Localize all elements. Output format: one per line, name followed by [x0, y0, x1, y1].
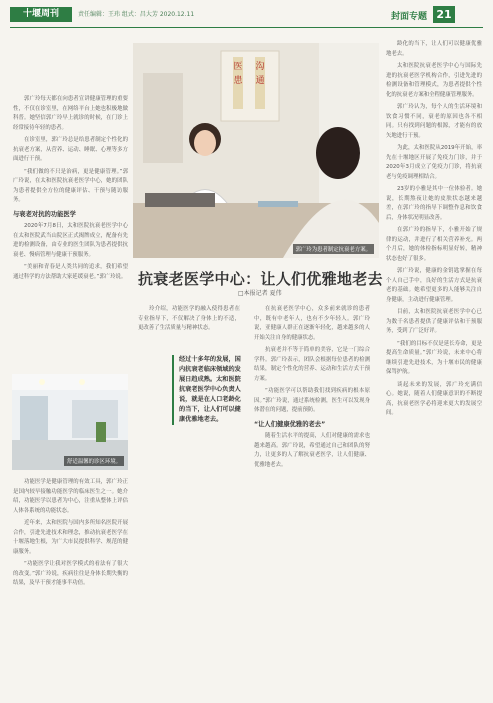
paragraph: 龄化的当下，让人们可以健康优雅地老去。 — [386, 41, 482, 57]
svg-text:患: 患 — [233, 76, 243, 86]
paragraph: 目前，太和医院抗衰老医学中心已为数千名患者提供了健康评估和干预服务，受到了广泛好评。 — [386, 309, 482, 334]
subheading: 与衰老对抗的功能医学 — [13, 210, 76, 218]
middle-column-left — [138, 305, 240, 337]
right-column — [386, 40, 482, 422]
publication-logo: 十堰周刊 — [10, 7, 72, 22]
subheading: “让人们健康优雅的老去” — [254, 420, 326, 428]
consultation-illustration — [133, 43, 379, 258]
editor-line: 责任编辑：王玮 组式：昌大芳 2020.12.11 — [78, 11, 195, 18]
page-number: 21 — [433, 6, 455, 23]
clinic-environment-photo — [12, 374, 128, 470]
left-photo-caption: 舒适温馨的诊区环境。 — [64, 456, 124, 466]
paragraph: 近年来，太和医院与国内多所知名医院开展合作，引进先进技术和理念，推动抗衰老医学在十堰落地生根，为广大市民提供科学、规范的健康服务。 — [13, 520, 128, 555]
paragraph: 郭广玲认为，每个人的生活环境和饮食习惯不同，衰老的原因也各不相同。只有找到问题的根源，才能有的放矢地进行干预。 — [386, 104, 482, 139]
paragraph: “美丽和青春是人类共同的追求，我们希望通过科学的方法帮助大家延缓衰老。”郭广玲说。 — [13, 264, 128, 280]
pull-quote: 经过十多年的发展，国内抗衰老临床领域的发展日趋成熟。太和医院抗衰老医学中心负责人说，就是在人口老龄化的当下，让人们可以健康优雅地老去。 — [172, 355, 241, 425]
paragraph: 谈起未来的发展，郭广玲充满信心。她说，随着人们健康意识的不断提高，抗衰老医学必将迎来更大的发展空间。 — [386, 381, 482, 416]
left-column-top — [13, 95, 128, 285]
paragraph: “功能医学让我对医学模式的看法有了很大的改变。”郭广玲说，疾病往往是身体长期失衡的结果，及早干预才能事半功倍。 — [13, 561, 128, 586]
section-title: 封面专题 — [390, 12, 427, 22]
svg-text:通: 通 — [255, 76, 265, 86]
paragraph: 为此，太和医院从2019年开始，率先在十堰地区开展了免疫力门诊，并于2020年3月成立了免疫力门诊，将抗衰老与免疫调理相结合。 — [386, 145, 482, 180]
paragraph: “我们做的不只是治病，更是健康管理。”郭广玲说，在太和医院抗衰老医学中心，她的团队为患者提供全方位的健康评估、干预与随访服务。 — [13, 168, 128, 203]
top-photo-caption: 郭广玲为患者制定抗衰老方案。 — [293, 244, 374, 254]
paragraph: 23岁的小雅是其中一位体验者。她说，长期熬夜让她的皮肤状态越来越差，在郭广玲的指导下调整作息和饮食后，身体状况明显改善。 — [386, 186, 482, 221]
paragraph: 随着生活水平的提高，人们对健康的需求也越来越高。郭广玲说，希望通过自己和团队的努力，让更多的人了解抗衰老医学，让人们健康、优雅地老去。 — [254, 433, 370, 468]
doctor-consultation-photo — [133, 43, 379, 258]
paragraph: “功能医学可以帮助我们找到疾病的根本原因。”郭广玲说，通过系统检测，医生可以发现身体潜在的问题，提前预防。 — [254, 388, 370, 413]
paragraph: 功能医学是健康管理的有效工具，郭广玲正是国内较早接触功能医学的临床医生之一。她介绍，功能医学以患者为中心，注重从整体上评估人体各系统的功能状态。 — [13, 479, 128, 514]
middle-column-right — [254, 305, 370, 473]
page-header — [0, 0, 493, 28]
paragraph: 在抗衰老医学中心，众多前来就诊的患者中，既有中老年人，也有不少年轻人。郭广玲说，亚健康人群正在逐渐年轻化，越来越多的人开始关注自身的健康状态。 — [254, 306, 370, 341]
left-column-bottom — [13, 478, 128, 592]
svg-text:医: 医 — [233, 62, 243, 72]
paragraph: 太和医院抗衰老医学中心与国际先进的抗衰老医学机构合作，引进先进的检测设备和管理模式，为患者提供个性化的抗衰老方案和全程健康管理服务。 — [386, 63, 482, 98]
paragraph: “我们的目标不仅是延长寿命，更是提高生命质量。”郭广玲说，未来中心将继续引进先进技术，为十堰市民的健康保驾护航。 — [386, 340, 482, 375]
paragraph: 玲介绍，功能医学的融入使得患者在专业指导下，不仅解决了身体上的不适，更改善了生活质量与精神状态。 — [138, 306, 240, 331]
paragraph: 抗衰老并不等于简单的美容，它是一门综合学科。郭广玲表示，团队会根据每位患者的检测结果，制定个性化的营养、运动和生活方式干预方案。 — [254, 347, 370, 382]
byline: □本报记者 夏伟 — [238, 290, 282, 297]
header-rule — [10, 27, 483, 28]
paragraph: 在郭广玲的指导下，小雅开始了规律的运动，并进行了相关营养补充。两个月后，她的体检指标明显好转，精神状态也好了很多。 — [386, 227, 482, 262]
article-title: 抗衰老医学中心：让人们优雅地老去 — [138, 270, 383, 288]
paragraph: 郭广玲说，健康的金钥匙掌握在每个人自己手中，良好的生活方式是抗衰老的基础。她希望更多的人能够关注自身健康，主动进行健康管理。 — [386, 268, 482, 303]
paragraph: 在诊室里，郭广玲总是给患者制定个性化的抗衰老方案，从营养、运动、睡眠、心理等多方面进行干预。 — [13, 137, 128, 162]
paragraph: 2020年7月8日，太和医院抗衰老医学中心在太和医院武当山院区正式揭牌成立，配备有先进的检测设备，由专业的医生团队为患者提供抗衰老、慢病管理与健康干预服务。 — [13, 223, 128, 258]
svg-text:沟: 沟 — [255, 62, 265, 72]
paragraph: 郭广玲每天都在向患者宣讲健康管理的重要性，不仅在诊室里，在网络平台上她也积极地做科普。她坚信郭广玲早上就诊的时候，在门诊上经常接待年轻的患者。 — [13, 96, 128, 131]
